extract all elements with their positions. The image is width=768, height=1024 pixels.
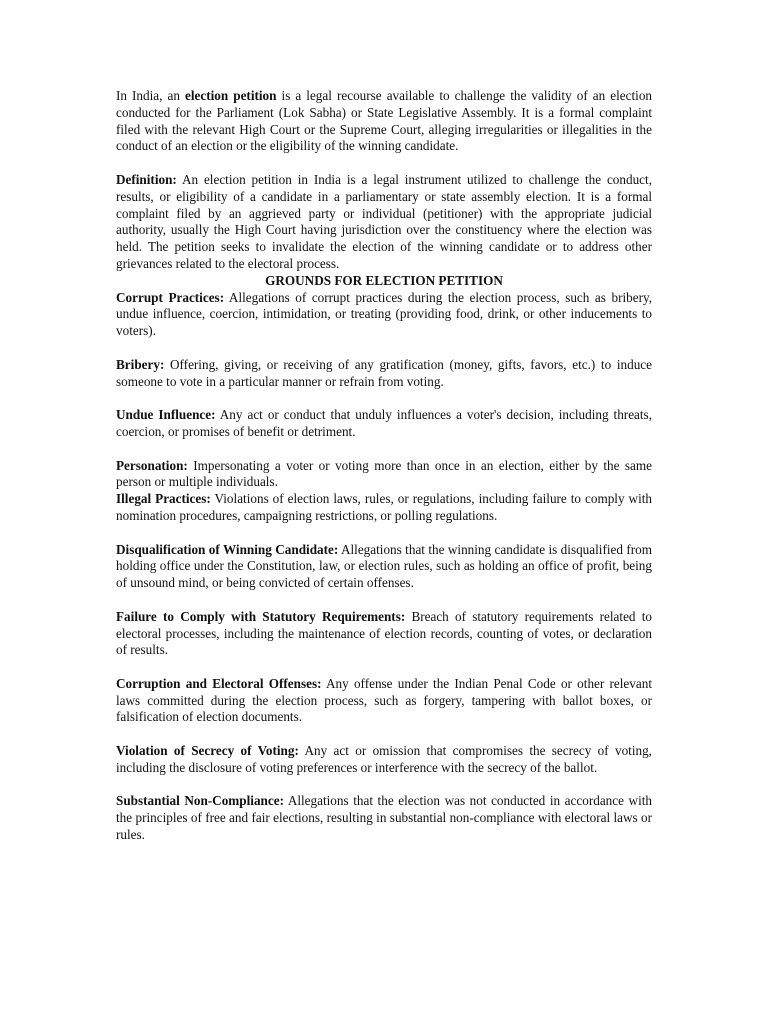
ground-label: Corruption and Electoral Offenses: bbox=[116, 675, 322, 691]
ground-text: Any act or omission that compromises the secrecy of voting, including the disclosure of voting preferences or interference with the secrecy of the ballot. bbox=[116, 743, 652, 775]
ground-undue-influence bbox=[116, 407, 652, 441]
ground-label: Violation of Secrecy of Voting: bbox=[116, 743, 299, 759]
ground-statutory-requirements bbox=[116, 609, 652, 659]
ground-electoral-offenses bbox=[116, 676, 652, 726]
intro-text-end: is a legal recourse available to challenge the validity of an election conducted for the Parliament (Lok Sabha) or State Legislative Assembly. It is a formal complaint filed with the relevant High Court or the Supreme Court, alleging irregularities or illegalities in the conduct of an election or the eligibility of the winning candidate. bbox=[116, 88, 653, 154]
definition-label: Definition: bbox=[116, 171, 177, 187]
ground-text: Allegations that the election was not conducted in accordance with the principles of free and fair elections, resulting in substantial non-compliance with electoral laws or rules. bbox=[116, 793, 652, 843]
ground-label: Disqualification of Winning Candidate: bbox=[116, 541, 339, 557]
ground-personation bbox=[116, 458, 652, 492]
ground-disqualification bbox=[116, 542, 652, 592]
definition-text: An election petition in India is a legal instrument utilized to challenge the conduct, results, or eligibility of a candidate in a parliamentary or state assembly election. It is a formal complaint filed by an aggrieved party or individual (petitioner) with the appropriate judicial authority, usually the High Court having jurisdiction over the constituency where the election was held. The petition seeks to invalidate the election of the winning candidate or to address other grievances related to the electoral process. bbox=[116, 171, 652, 271]
ground-text: Impersonating a voter or voting more than once in an election, either by the same person or multiple individuals. bbox=[116, 457, 652, 490]
ground-label: Undue Influence: bbox=[116, 407, 216, 423]
intro-text-start: In India, an bbox=[116, 88, 185, 103]
intro-paragraph bbox=[116, 88, 652, 155]
ground-text: Violations of election laws, rules, or regulations, including failure to comply with nomination procedures, campaigning restrictions, or polling regulations. bbox=[116, 491, 652, 523]
section-heading: GROUNDS FOR ELECTION PETITION bbox=[265, 272, 503, 288]
ground-label: Illegal Practices: bbox=[116, 491, 211, 507]
ground-secrecy-of-voting bbox=[116, 743, 652, 777]
ground-text: Breach of statutory requirements related to electoral processes, including the maintenance of election records, counting of votes, or declaration of results. bbox=[116, 608, 652, 658]
ground-text: Allegations that the winning candidate is disqualified from holding office under the Constitution, law, or election rules, such as holding an office of profit, being of unsound mind, or being convicted of certain offenses. bbox=[116, 541, 652, 591]
document-page bbox=[116, 88, 652, 844]
ground-label: Substantial Non-Compliance: bbox=[116, 793, 284, 809]
ground-bribery bbox=[116, 357, 652, 391]
ground-label: Bribery: bbox=[116, 356, 165, 372]
ground-label: Personation: bbox=[116, 457, 188, 473]
ground-corrupt-practices bbox=[116, 290, 652, 340]
ground-text: Any offense under the Indian Penal Code or other relevant laws committed during the election process, such as forgery, tampering with ballot boxes, or falsification of election documents. bbox=[116, 675, 652, 725]
ground-non-compliance bbox=[116, 793, 652, 843]
intro-term: election petition bbox=[184, 88, 277, 103]
ground-text: Allegations of corrupt practices during the election process, such as bribery, undue influence, coercion, intimidation, or treating (providing food, drink, or other inducements to voters). bbox=[116, 289, 652, 339]
definition-paragraph bbox=[116, 172, 652, 273]
ground-text: Any act or conduct that unduly influences a voter's decision, including threats, coercion, or promises of benefit or detriment. bbox=[116, 407, 652, 439]
ground-text: Offering, giving, or receiving of any gratification (money, gifts, favors, etc.) to induce someone to vote in a particular manner or refrain from voting. bbox=[116, 356, 652, 389]
ground-illegal-practices bbox=[116, 491, 652, 525]
ground-label: Corrupt Practices: bbox=[116, 289, 225, 305]
ground-label: Failure to Comply with Statutory Requirements: bbox=[116, 608, 406, 624]
